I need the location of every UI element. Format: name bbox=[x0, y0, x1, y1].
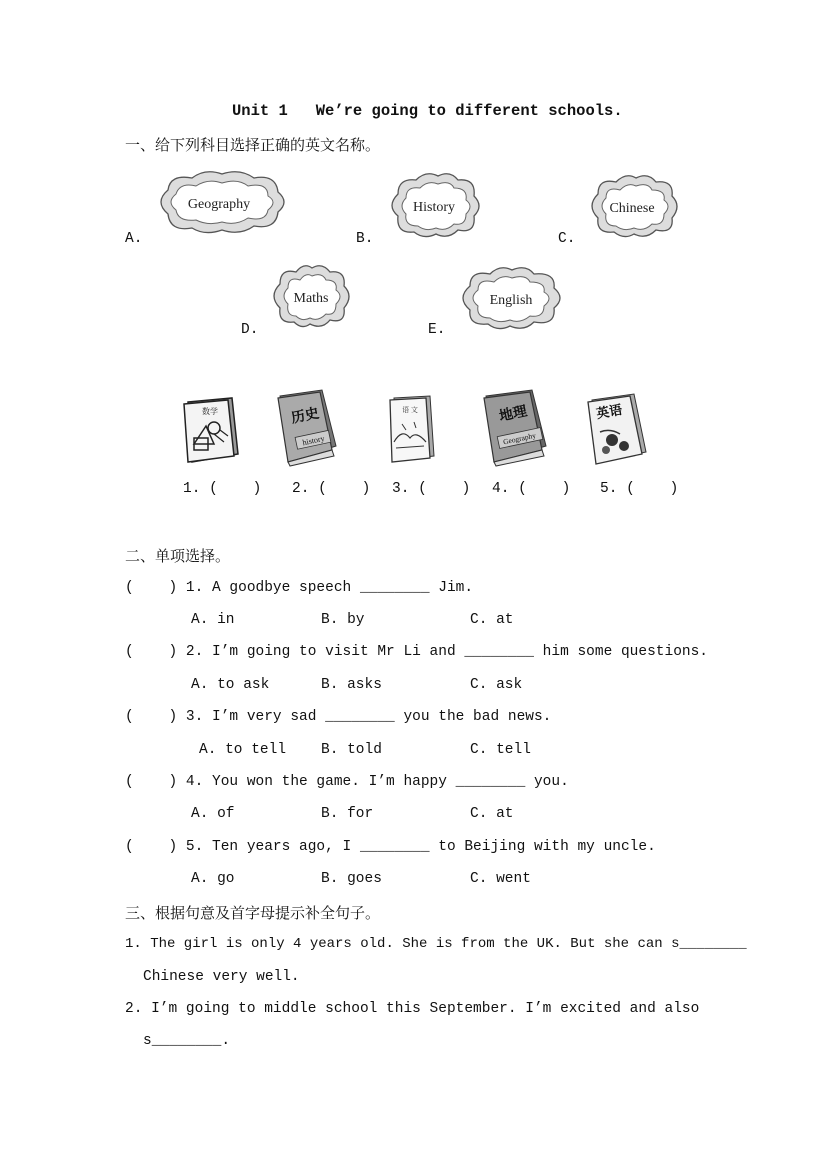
page-title: Unit 1 We’re going to different schools. bbox=[232, 102, 623, 120]
blank-1[interactable]: 1. ( ) bbox=[183, 481, 262, 497]
blank-5[interactable]: 5. ( ) bbox=[600, 481, 679, 497]
question-4-option-c[interactable]: C. at bbox=[470, 806, 514, 822]
book-chinese-icon bbox=[386, 394, 438, 464]
book-history-label: 历史 bbox=[290, 406, 321, 427]
book-geography-icon bbox=[480, 388, 552, 468]
book-chinese-label: 语 文 bbox=[402, 406, 418, 414]
question-3-option-c[interactable]: C. tell bbox=[470, 742, 531, 758]
cloud-chinese bbox=[584, 172, 680, 242]
cloud-english bbox=[454, 264, 566, 332]
question-5-option-a[interactable]: A. go bbox=[191, 871, 235, 887]
question-1-option-a[interactable]: A. in bbox=[191, 612, 235, 628]
question-3-stem: ( ) 3. I’m very sad ________ you the bad news. bbox=[125, 709, 552, 725]
blank-3[interactable]: 3. ( ) bbox=[392, 481, 471, 497]
section3-heading: 三、根据句意及首字母提示补全句子。 bbox=[125, 904, 381, 922]
cloud-english-text: English bbox=[489, 293, 533, 308]
book-maths-label: 数学 bbox=[202, 407, 218, 416]
question-1-option-c[interactable]: C. at bbox=[470, 612, 514, 628]
cloud-history-text: History bbox=[413, 200, 455, 215]
section1-heading: 一、给下列科目选择正确的英文名称。 bbox=[125, 136, 381, 154]
question-5-option-c[interactable]: C. went bbox=[470, 871, 531, 887]
fill-item-1-line2: Chinese very well. bbox=[143, 969, 300, 985]
option-letter-c: C. bbox=[558, 231, 576, 247]
option-letter-e: E. bbox=[428, 322, 446, 338]
fill-item-2-line2: s________. bbox=[143, 1033, 231, 1049]
question-4-option-a[interactable]: A. of bbox=[191, 806, 235, 822]
cloud-history bbox=[384, 170, 484, 242]
cloud-geography bbox=[150, 168, 290, 238]
question-1-stem: ( ) 1. A goodbye speech ________ Jim. bbox=[125, 580, 474, 596]
question-3-option-b[interactable]: B. told bbox=[321, 742, 382, 758]
question-5-option-b[interactable]: B. goes bbox=[321, 871, 382, 887]
cloud-chinese-text: Chinese bbox=[609, 201, 655, 216]
question-4-stem: ( ) 4. You won the game. I’m happy ________ you. bbox=[125, 774, 569, 790]
question-1-option-b[interactable]: B. by bbox=[321, 612, 365, 628]
blank-4[interactable]: 4. ( ) bbox=[492, 481, 571, 497]
book-geography-sub: Geography bbox=[502, 430, 537, 447]
question-3-option-a[interactable]: A. to tell bbox=[199, 742, 287, 758]
question-4-option-b[interactable]: B. for bbox=[321, 806, 374, 822]
book-english-label: 英语 bbox=[595, 401, 624, 422]
fill-item-2-line1: 2. I’m going to middle school this September. I’m excited and also bbox=[125, 1001, 700, 1017]
book-history-sub: history bbox=[301, 433, 326, 448]
book-maths-icon bbox=[180, 396, 244, 466]
question-5-stem: ( ) 5. Ten years ago, I ________ to Beijing with my uncle. bbox=[125, 839, 656, 855]
book-english-icon bbox=[584, 392, 650, 466]
question-2-stem: ( ) 2. I’m going to visit Mr Li and ________ him some questions. bbox=[125, 644, 708, 660]
fill-item-1-line1: 1. The girl is only 4 years old. She is from the UK. But she can s________ bbox=[125, 936, 747, 952]
option-letter-a: A. bbox=[125, 231, 143, 247]
option-letter-d: D. bbox=[241, 322, 259, 338]
book-geography-label: 地理 bbox=[498, 404, 529, 425]
blank-2[interactable]: 2. ( ) bbox=[292, 481, 371, 497]
cloud-geography-text: Geography bbox=[187, 197, 251, 212]
question-2-option-a[interactable]: A. to ask bbox=[191, 677, 270, 693]
question-2-option-b[interactable]: B. asks bbox=[321, 677, 382, 693]
option-letter-b: B. bbox=[356, 231, 374, 247]
section2-heading: 二、单项选择。 bbox=[125, 547, 231, 565]
book-history-icon bbox=[274, 388, 342, 468]
cloud-maths bbox=[266, 262, 354, 332]
cloud-maths-text: Maths bbox=[293, 291, 329, 306]
question-2-option-c[interactable]: C. ask bbox=[470, 677, 523, 693]
